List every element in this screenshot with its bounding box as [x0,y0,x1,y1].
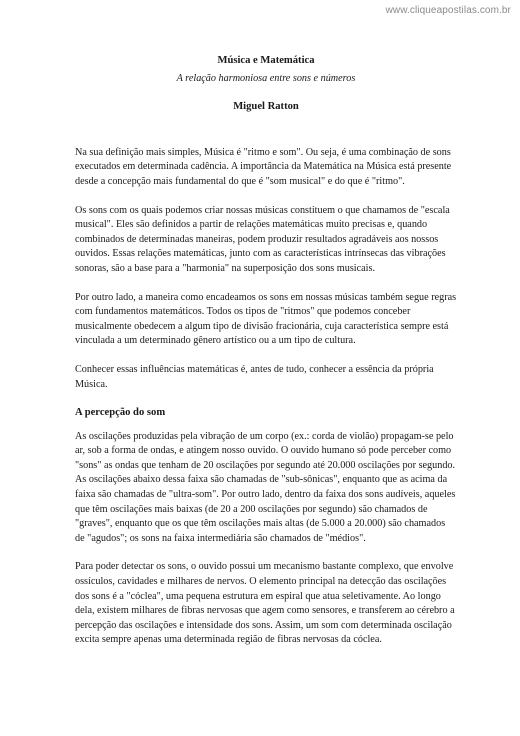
section-heading: A percepção do som [75,407,166,419]
paragraph: Conhecer essas influências matemáticas é, antes de tudo, conhecer a essência da própria Música. [75,363,434,390]
paragraph: Para poder detectar os sons, o ouvido possui um mecanismo bastante complexo, que envolve ossículos, cavidades e milhares de nervos. O elemento principal na detecção das oscilações dos sons é a "cóclea", uma pequena estrutura em espiral que atua seletivamente. Ao longo dela, existem milhares de fibras nervosas que agem como sensores, e transferem ao cérebro a percepção das oscilações e intensidade dos sons. Assim, um som com determinada oscilação excita sempre apenas uma determinada região de fibras nervosas da cóclea. [75,561,455,646]
paragraph: Os sons com os quais podemos criar nossas músicas constituem o que chamamos de "escala musical". Eles são definidos a partir de relações matemáticas muito precisas e, quando combinados de determinadas maneiras, podem produzir resultados agradáveis aos nossos ouvidos. Essas relações matemáticas, junto com as características intrínsecas das vibrações sonoras, são a base para a "harmonia" na superposição dos sons musicais. [75,204,450,274]
paragraph: As oscilações produzidas pela vibração de um corpo (ex.: corda de violão) propagam-se pelo ar, sob a forma de ondas, e atingem nosso ouvido. O ouvido humano só pode perceber como "sons" as ondas que tenham de 20 oscilações por segundo até 20.000 oscilações por segundo. As oscilações abaixo dessa faixa são chamadas de "sub-sônicas", enquanto que as acima da faixa são chamadas de "ultra-som". Por outro lado, dentro da faixa dos sons audíveis, aqueles que têm oscilações mais baixas (de 20 a 200 oscilações por segundo) são chamados de "graves", enquanto que os que têm oscilações mais altas (de 5.000 a 20.000) são chamados de "agudos"; os sons na faixa intermediária são chamados de "médios". [75,430,456,544]
paragraph: Na sua definição mais simples, Música é "ritmo e som". Ou seja, é uma combinação de sons executados em determinada cadência. A importância da Matemática na Música está presente desde a concepção mais fundamental do que é "som musical" e do que é "ritmo". [75,146,452,187]
document-title: Música e Matemática [217,55,315,66]
paragraph: Por outro lado, a maneira como encadeamos os sons em nossas músicas também segue regras com fundamentos matemáticos. Todos os tipos de "ritmos" que podemos conceber musicalmente obedecem a algum tipo de divisão fracionária, cuja característica sempre está vinculada a um determinado gênero artístico ou a um tipo de cultura. [75,291,457,347]
document-body [75,54,457,662]
document-subtitle: A relação harmoniosa entre sons e números [176,72,356,84]
site-watermark: www.cliqueapostilas.com.br [385,5,511,16]
document-author: Miguel Ratton [233,101,299,113]
